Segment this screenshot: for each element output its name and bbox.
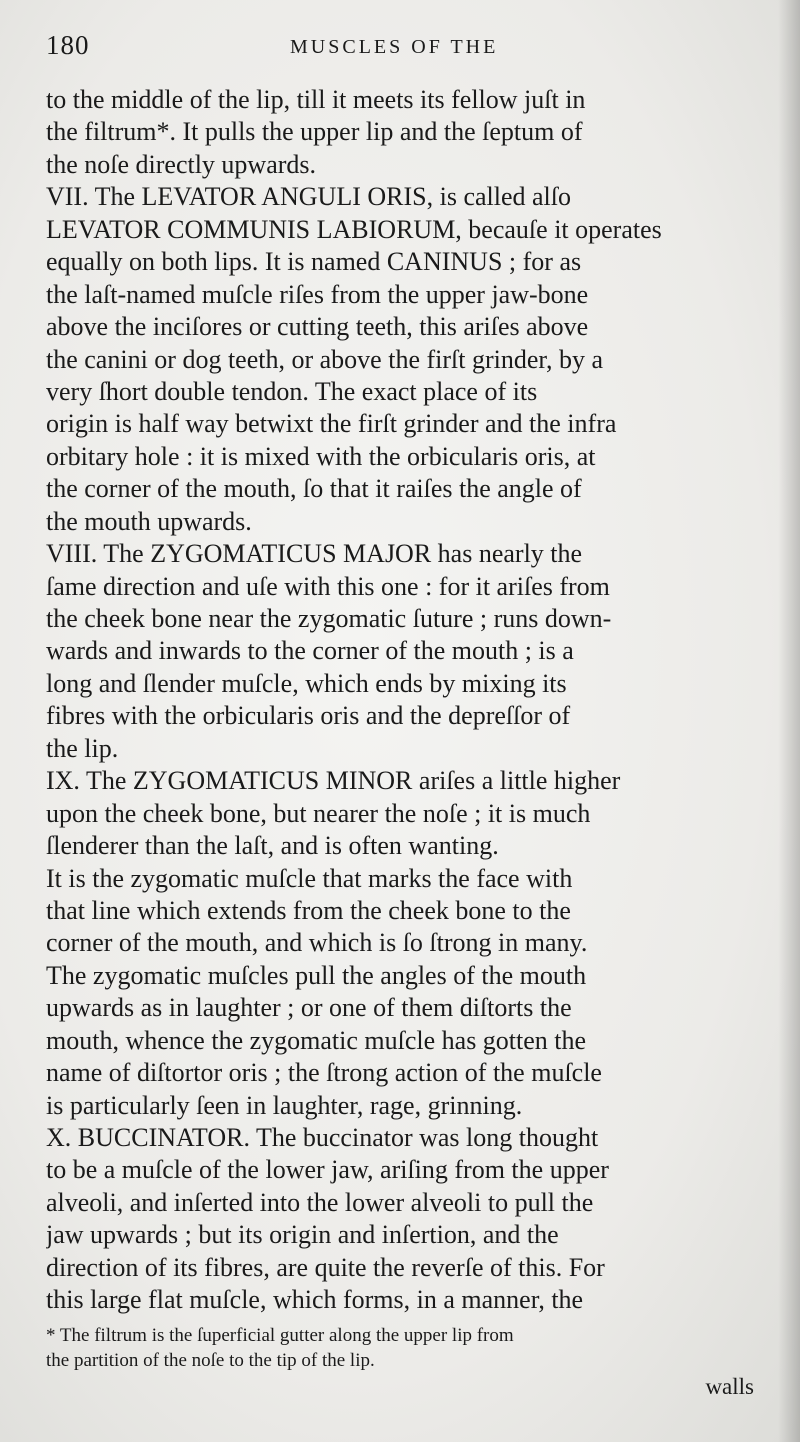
- text-line: the canini or dog teeth, or above the firſt grinder, by a: [46, 344, 604, 374]
- text-line: to be a muſcle of the lower jaw, ariſing from the upper: [46, 1155, 609, 1185]
- footnote-line: the partition of the noſe to the tip of the lip.: [46, 1350, 375, 1371]
- text-line: direction of its fibres, are quite the reverſe of this. For: [46, 1252, 605, 1282]
- text-line: is particularly ſeen in laughter, rage, grinning.: [46, 1090, 523, 1120]
- text-line: upon the cheek bone, but nearer the noſe ; it is much: [46, 798, 591, 828]
- body-text: [46, 84, 757, 1317]
- text-line: very ſhort double tendon. The exact place of its: [46, 376, 538, 406]
- text-line: It is the zygomatic muſcle that marks the face with: [46, 863, 573, 893]
- text-line: The zygomatic muſcles pull the angles of the mouth: [46, 960, 587, 990]
- text-line: VII. The LEVATOR ANGULI ORIS, is called alſo: [46, 182, 572, 212]
- text-line: the laſt-named muſcle riſes from the upper jaw-bone: [46, 279, 589, 309]
- text-line: origin is half way betwixt the firſt grinder and the infra: [46, 409, 617, 439]
- text-line: name of diſtortor oris ; the ſtrong action of the muſcle: [46, 1058, 602, 1088]
- text-line: that line which extends from the cheek bone to the: [46, 895, 571, 925]
- text-line: orbitary hole : it is mixed with the orbicularis oris, at: [46, 441, 596, 471]
- text-line: above the inciſores or cutting teeth, this ariſes above: [46, 312, 589, 342]
- text-line: LEVATOR COMMUNIS LABIORUM, becauſe it operates: [46, 214, 662, 244]
- text-line: to the middle of the lip, till it meets its fellow juſt in: [46, 85, 586, 114]
- text-line: ſlenderer than the laſt, and is often wanting.: [46, 831, 499, 861]
- text-line: the noſe directly upwards.: [46, 149, 317, 179]
- text-line: ſame direction and uſe with this one : for it ariſes from: [46, 571, 610, 601]
- footnote-line: * The filtrum is the ſuperficial gutter along the upper lip from: [46, 1325, 514, 1346]
- text-line: alveoli, and inſerted into the lower alveoli to pull the: [46, 1187, 594, 1217]
- running-head: MUSCLES OF THE: [290, 36, 499, 58]
- text-line: corner of the mouth, and which is ſo ſtrong in many.: [46, 928, 588, 958]
- text-line: wards and inwards to the corner of the mouth ; is a: [46, 636, 574, 666]
- text-line: VIII. The ZYGOMATICUS MAJOR has nearly the: [46, 539, 583, 569]
- text-line: IX. The ZYGOMATICUS MINOR ariſes a little higher: [46, 766, 621, 796]
- text-line: equally on both lips. It is named CANINUS ; for as: [46, 247, 582, 277]
- text-line: X. BUCCINATOR. The buccinator was long thought: [46, 1123, 599, 1152]
- text-line: the mouth upwards.: [46, 506, 252, 536]
- catchword: walls: [705, 1374, 754, 1399]
- footnote: [46, 1323, 757, 1373]
- text-line: the filtrum*. It pulls the upper lip and the ſeptum of: [46, 117, 583, 147]
- text-line: this large flat muſcle, which forms, in a manner, the: [46, 1285, 584, 1315]
- text-line: the cheek bone near the zygomatic ſuture ; runs down-: [46, 604, 612, 633]
- text-line: the corner of the mouth, ſo that it raiſes the angle of: [46, 474, 582, 504]
- page-edge-shadow: [778, 0, 800, 1442]
- text-line: long and ſlender muſcle, which ends by mixing its: [46, 668, 567, 698]
- text-line: the lip.: [46, 733, 119, 763]
- text-line: jaw upwards ; but its origin and inſertion, and the: [46, 1220, 559, 1250]
- page-header: [46, 30, 754, 66]
- text-line: mouth, whence the zygomatic muſcle has gotten the: [46, 1025, 587, 1055]
- text-line: upwards as in laughter ; or one of them diſtorts the: [46, 993, 572, 1023]
- page-number: 180: [46, 30, 90, 60]
- text-line: fibres with the orbicularis oris and the depreſſor of: [46, 701, 571, 731]
